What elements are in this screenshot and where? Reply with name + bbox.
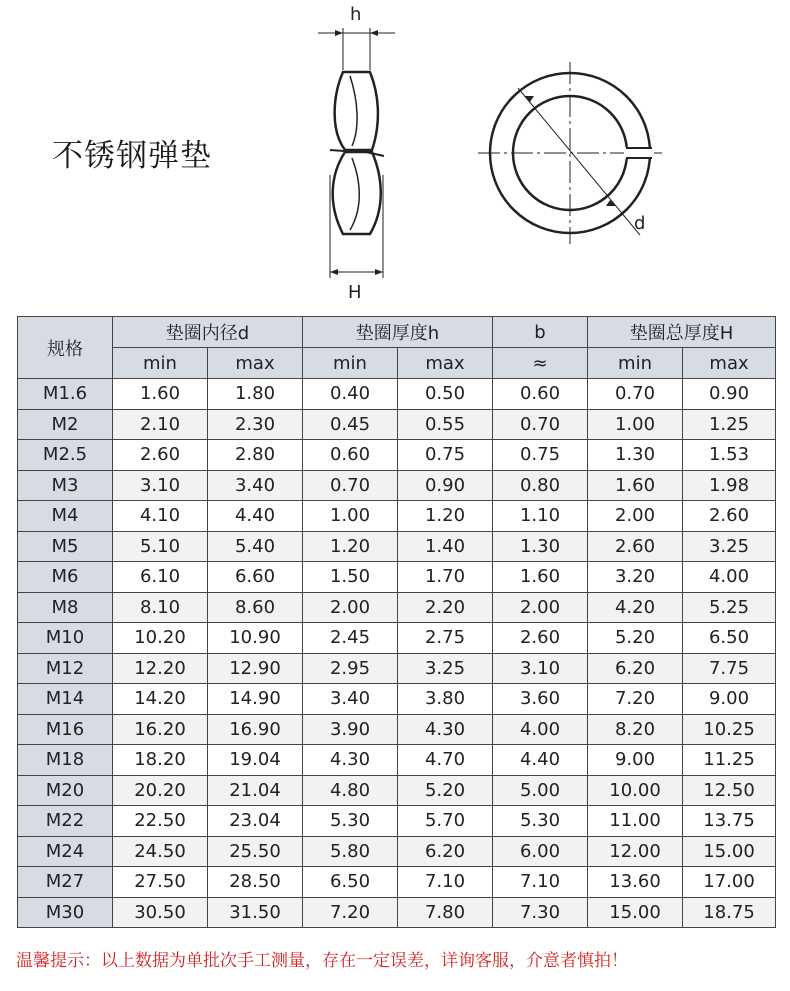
spec-size-cell: M5 (18, 531, 113, 562)
table-cell: 6.00 (493, 836, 588, 867)
table-cell: 0.90 (398, 470, 493, 501)
washer-drawing (0, 0, 790, 310)
table-cell: 3.80 (398, 684, 493, 715)
table-cell: 5.25 (683, 592, 776, 623)
sub-header-min: min (113, 348, 208, 379)
table-cell: 7.75 (683, 653, 776, 684)
table-cell: 25.50 (208, 836, 303, 867)
table-cell: 9.00 (683, 684, 776, 715)
table-cell: 4.00 (493, 714, 588, 745)
table-cell: 12.20 (113, 653, 208, 684)
table-cell: 0.70 (493, 409, 588, 440)
table-row (18, 592, 776, 623)
table-cell: 3.10 (493, 653, 588, 684)
table-cell: 2.60 (588, 531, 683, 562)
spec-size-cell: M24 (18, 836, 113, 867)
header-inner-diameter: 垫圈内径d (113, 317, 303, 348)
table-cell: 2.80 (208, 440, 303, 471)
table-row (18, 379, 776, 410)
table-cell: 8.20 (588, 714, 683, 745)
header-b: b (493, 317, 588, 348)
table-cell: 8.60 (208, 592, 303, 623)
table-cell: 0.75 (493, 440, 588, 471)
table-cell: 2.60 (683, 501, 776, 532)
warm-tip-note: 温馨提示：以上数据为单批次手工测量，存在一定误差，详询客服，介意者慎拍！ (16, 951, 628, 971)
table-cell: 31.50 (208, 897, 303, 928)
table-cell: 10.25 (683, 714, 776, 745)
table-cell: 1.30 (493, 531, 588, 562)
spec-size-cell: M6 (18, 562, 113, 593)
table-cell: 1.50 (303, 562, 398, 593)
table-cell: 5.40 (208, 531, 303, 562)
table-cell: 6.50 (683, 623, 776, 654)
table-cell: 5.70 (398, 806, 493, 837)
spec-size-cell: M4 (18, 501, 113, 532)
table-cell: 1.25 (683, 409, 776, 440)
spec-size-cell: M10 (18, 623, 113, 654)
spec-table-body (18, 379, 776, 928)
header-total-thickness: 垫圈总厚度H (588, 317, 776, 348)
table-row (18, 714, 776, 745)
header-spec: 规格 (18, 317, 113, 379)
table-row (18, 775, 776, 806)
table-cell: 7.20 (303, 897, 398, 928)
table-cell: 12.50 (683, 775, 776, 806)
table-row (18, 867, 776, 898)
H-label: H (348, 282, 362, 303)
table-cell: 30.50 (113, 897, 208, 928)
table-cell: 23.04 (208, 806, 303, 837)
table-cell: 28.50 (208, 867, 303, 898)
table-row (18, 562, 776, 593)
table-cell: 2.00 (588, 501, 683, 532)
table-cell: 7.80 (398, 897, 493, 928)
table-row (18, 806, 776, 837)
spec-size-cell: M3 (18, 470, 113, 501)
table-cell: 2.60 (493, 623, 588, 654)
table-cell: 18.20 (113, 745, 208, 776)
table-cell: 17.00 (683, 867, 776, 898)
table-cell: 7.10 (493, 867, 588, 898)
table-row (18, 684, 776, 715)
table-cell: 6.20 (588, 653, 683, 684)
table-cell: 4.20 (588, 592, 683, 623)
table-row (18, 745, 776, 776)
table-cell: 4.70 (398, 745, 493, 776)
table-cell: 2.45 (303, 623, 398, 654)
table-cell: 1.20 (303, 531, 398, 562)
table-cell: 16.20 (113, 714, 208, 745)
table-cell: 5.30 (493, 806, 588, 837)
spec-size-cell: M12 (18, 653, 113, 684)
table-cell: 22.50 (113, 806, 208, 837)
table-cell: 4.40 (208, 501, 303, 532)
table-cell: 15.00 (683, 836, 776, 867)
sub-header-max: max (398, 348, 493, 379)
table-cell: 0.60 (493, 379, 588, 410)
table-cell: 0.45 (303, 409, 398, 440)
spec-size-cell: M20 (18, 775, 113, 806)
table-cell: 10.20 (113, 623, 208, 654)
table-cell: 16.90 (208, 714, 303, 745)
table-row (18, 501, 776, 532)
table-cell: 11.00 (588, 806, 683, 837)
table-cell: 1.53 (683, 440, 776, 471)
table-cell: 2.75 (398, 623, 493, 654)
table-cell: 1.00 (303, 501, 398, 532)
table-cell: 4.40 (493, 745, 588, 776)
spec-size-cell: M18 (18, 745, 113, 776)
table-row (18, 440, 776, 471)
table-cell: 0.40 (303, 379, 398, 410)
sub-header-approx: ≈ (493, 348, 588, 379)
table-cell: 1.10 (493, 501, 588, 532)
table-cell: 12.90 (208, 653, 303, 684)
table-cell: 12.00 (588, 836, 683, 867)
table-row (18, 897, 776, 928)
table-cell: 1.20 (398, 501, 493, 532)
spec-size-cell: M16 (18, 714, 113, 745)
table-cell: 13.60 (588, 867, 683, 898)
table-cell: 2.95 (303, 653, 398, 684)
table-cell: 7.30 (493, 897, 588, 928)
table-cell: 18.75 (683, 897, 776, 928)
table-cell: 2.30 (208, 409, 303, 440)
h-label: h (350, 4, 362, 25)
table-cell: 4.30 (303, 745, 398, 776)
sub-header-min: min (588, 348, 683, 379)
table-cell: 15.00 (588, 897, 683, 928)
table-cell: 2.20 (398, 592, 493, 623)
table-cell: 0.80 (493, 470, 588, 501)
table-cell: 0.75 (398, 440, 493, 471)
table-cell: 24.50 (113, 836, 208, 867)
table-cell: 5.20 (588, 623, 683, 654)
table-cell: 13.75 (683, 806, 776, 837)
table-cell: 2.10 (113, 409, 208, 440)
table-cell: 0.60 (303, 440, 398, 471)
table-cell: 1.60 (493, 562, 588, 593)
sub-header-max: max (683, 348, 776, 379)
table-cell: 6.20 (398, 836, 493, 867)
table-cell: 5.20 (398, 775, 493, 806)
table-row (18, 653, 776, 684)
table-cell: 2.00 (303, 592, 398, 623)
table-cell: 7.20 (588, 684, 683, 715)
spec-size-cell: M8 (18, 592, 113, 623)
spec-size-cell: M2.5 (18, 440, 113, 471)
table-cell: 14.90 (208, 684, 303, 715)
page-title: 不锈钢弹垫 (52, 138, 212, 174)
table-cell: 1.00 (588, 409, 683, 440)
table-cell: 6.50 (303, 867, 398, 898)
table-cell: 1.70 (398, 562, 493, 593)
table-cell: 5.10 (113, 531, 208, 562)
table-cell: 14.20 (113, 684, 208, 715)
spec-table (17, 316, 776, 928)
table-cell: 7.10 (398, 867, 493, 898)
table-row (18, 409, 776, 440)
table-cell: 1.98 (683, 470, 776, 501)
table-cell: 4.10 (113, 501, 208, 532)
table-cell: 1.30 (588, 440, 683, 471)
table-row (18, 623, 776, 654)
spec-size-cell: M30 (18, 897, 113, 928)
table-cell: 27.50 (113, 867, 208, 898)
table-cell: 10.90 (208, 623, 303, 654)
table-cell: 4.80 (303, 775, 398, 806)
spec-size-cell: M1.6 (18, 379, 113, 410)
table-cell: 3.40 (303, 684, 398, 715)
sub-header-min: min (303, 348, 398, 379)
table-cell: 19.04 (208, 745, 303, 776)
spec-size-cell: M27 (18, 867, 113, 898)
table-cell: 0.70 (303, 470, 398, 501)
table-cell: 2.60 (113, 440, 208, 471)
table-cell: 20.20 (113, 775, 208, 806)
table-cell: 4.00 (683, 562, 776, 593)
table-cell: 3.40 (208, 470, 303, 501)
table-cell: 1.60 (588, 470, 683, 501)
washer-side-view (318, 28, 395, 278)
table-cell: 4.30 (398, 714, 493, 745)
table-cell: 5.30 (303, 806, 398, 837)
table-cell: 3.25 (398, 653, 493, 684)
table-cell: 3.20 (588, 562, 683, 593)
table-cell: 8.10 (113, 592, 208, 623)
table-row (18, 836, 776, 867)
table-cell: 0.55 (398, 409, 493, 440)
table-cell: 1.40 (398, 531, 493, 562)
table-cell: 0.50 (398, 379, 493, 410)
table-cell: 3.90 (303, 714, 398, 745)
table-cell: 1.60 (113, 379, 208, 410)
table-cell: 3.25 (683, 531, 776, 562)
table-cell: 3.10 (113, 470, 208, 501)
table-cell: 21.04 (208, 775, 303, 806)
spec-size-cell: M2 (18, 409, 113, 440)
table-cell: 1.80 (208, 379, 303, 410)
table-cell: 9.00 (588, 745, 683, 776)
spec-size-cell: M14 (18, 684, 113, 715)
table-cell: 5.00 (493, 775, 588, 806)
table-cell: 6.60 (208, 562, 303, 593)
table-cell: 2.00 (493, 592, 588, 623)
sub-header-max: max (208, 348, 303, 379)
d-label: d (634, 213, 646, 234)
table-row (18, 470, 776, 501)
table-cell: 6.10 (113, 562, 208, 593)
table-cell: 0.90 (683, 379, 776, 410)
table-cell: 0.70 (588, 379, 683, 410)
table-cell: 11.25 (683, 745, 776, 776)
table-cell: 10.00 (588, 775, 683, 806)
table-row (18, 531, 776, 562)
table-cell: 3.60 (493, 684, 588, 715)
spec-size-cell: M22 (18, 806, 113, 837)
table-cell: 5.80 (303, 836, 398, 867)
header-thickness: 垫圈厚度h (303, 317, 493, 348)
